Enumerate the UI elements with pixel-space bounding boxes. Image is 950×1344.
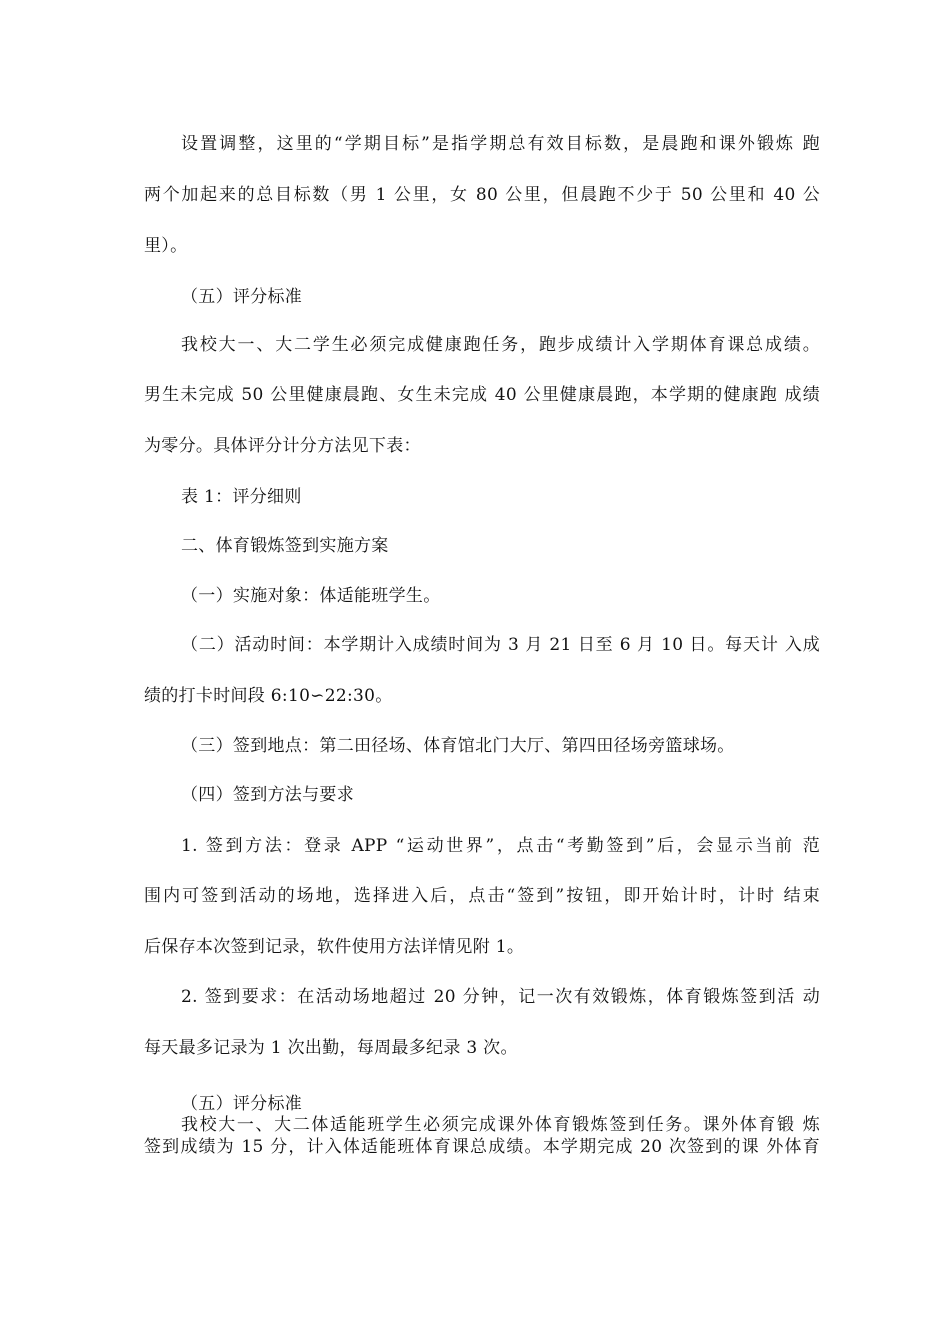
- paragraph-line: 里）。: [144, 236, 188, 256]
- paragraph-line: 2. 签到要求：在活动场地超过 20 分钟，记一次有效锻炼，体育锻炼签到活 动: [181, 987, 820, 1007]
- section-heading: （五）评分标准: [181, 287, 303, 307]
- paragraph-line: 两个加起来的总目标数（男 1 公里，女 80 公里，但晨跑不少于 50 公里和 40 公: [144, 185, 820, 205]
- paragraph-line: 围内可签到活动的场地，选择进入后，点击“签到”按钮，即开始计时，计时 结束: [144, 886, 820, 906]
- paragraph-line: 设置调整，这里的“学期目标”是指学期总有效目标数，是晨跑和课外锻炼 跑: [181, 134, 820, 154]
- paragraph-line: 1. 签到方法：登录 APP “运动世界”，点击“考勤签到”后，会显示当前 范: [181, 836, 820, 856]
- paragraph-line: 每天最多记录为 1 次出勤，每周最多纪录 3 次。: [144, 1038, 518, 1058]
- section-heading: 二、体育锻炼签到实施方案: [181, 536, 389, 556]
- paragraph-line: 我校大一、大二体适能班学生必须完成课外体育锻炼签到任务。课外体育锻 炼: [181, 1115, 820, 1135]
- paragraph-line: 后保存本次签到记录，软件使用方法详情见附 1。: [144, 937, 525, 957]
- paragraph-line: 我校大一、大二学生必须完成健康跑任务，跑步成绩计入学期体育课总成绩。: [181, 335, 820, 355]
- paragraph-line: （一）实施对象：体适能班学生。: [181, 586, 441, 606]
- paragraph-line: （三）签到地点：第二田径场、体育馆北门大厅、第四田径场旁篮球场。: [181, 736, 735, 756]
- paragraph-line: 男生未完成 50 公里健康晨跑、女生未完成 40 公里健康晨跑，本学期的健康跑 成绩: [144, 385, 820, 405]
- paragraph-line: 绩的打卡时间段 6:10∽22:30。: [144, 686, 393, 706]
- section-heading: （五）评分标准: [181, 1094, 303, 1114]
- paragraph-line: 签到成绩为 15 分，计入体适能班体育课总成绩。本学期完成 20 次签到的课 外体育: [144, 1137, 820, 1157]
- section-heading: （四）签到方法与要求: [181, 785, 354, 805]
- paragraph-line: （二）活动时间：本学期计入成绩时间为 3 月 21 日至 6 月 10 日。每天计 入成: [181, 635, 820, 655]
- table-caption: 表 1：评分细则: [181, 487, 302, 507]
- paragraph-line: 为零分。具体评分计分方法见下表：: [144, 436, 421, 456]
